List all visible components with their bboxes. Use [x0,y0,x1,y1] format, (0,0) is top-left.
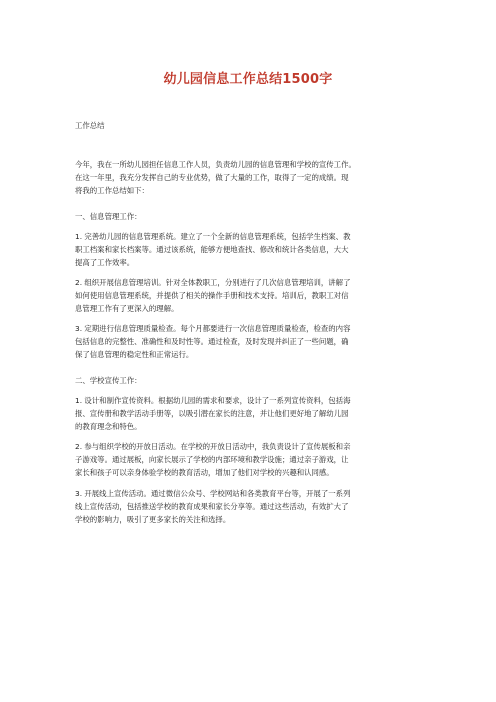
intro-line: 将我的工作总结如下： [75,186,149,195]
document-title: 幼儿园信息工作总结1500字 [163,72,333,87]
paragraph-line: 2. 组织开展信息管理培训。针对全体教职工，分别进行了几次信息管理培训，讲解了 [75,278,351,287]
section2-item-1 [75,394,425,433]
section-heading-text: 二、学校宣传工作： [75,376,142,385]
section1-item-1 [75,230,425,269]
paragraph-line: 报、宣传册和教学活动手册等，以吸引潜在家长的注意，并让他们更好地了解幼儿园 [75,409,349,418]
section2-item-2 [75,440,425,479]
section2-heading [75,374,425,387]
paragraph-line: 学校的影响力，吸引了更多家长的关注和选择。 [75,515,231,524]
paragraph-line: 保了信息管理的稳定性和正常运行。 [75,350,194,359]
paragraph-line: 如何使用信息管理系统，并提供了相关的操作手册和技术支持。培训后，教职工对信 [75,291,349,300]
paragraph-line: 子游戏等。通过展板，向家长展示了学校的内部环境和教学设施；通过亲子游戏，让 [75,455,349,464]
section1-item-3 [75,322,425,361]
paragraph-line: 3. 定期进行信息管理质量检查。每个月都要进行一次信息管理质量检查，检查的内容 [75,324,351,333]
section1-item-2 [75,276,425,315]
paragraph-line: 提高了工作效率。 [75,258,135,267]
paragraph-line: 1. 设计和制作宣传资料。根据幼儿园的需求和要求，设计了一系列宣传资料，包括海 [75,396,351,405]
section2-item-3 [75,487,425,526]
paragraph-line: 2. 参与组织学校的开放日活动。在学校的开放日活动中，我负责设计了宣传展板和亲 [75,442,351,451]
paragraph-line: 3. 开展线上宣传活动。通过微信公众号、学校网站和各类教育平台等，开展了一系列 [75,489,351,498]
section-heading-text: 一、信息管理工作： [75,212,142,221]
section1-heading [75,210,425,223]
subtitle [75,119,425,132]
paragraph-line: 线上宣传活动，包括推送学校的教育成果和家长分享等。通过这些活动，有效扩大了 [75,502,349,511]
subtitle-text: 工作总结 [75,121,105,130]
paragraph-line: 的教育理念和特色。 [75,422,142,431]
intro-line: 在这一年里，我充分发挥自己的专业优势，做了大量的工作，取得了一定的成绩。现 [75,173,349,182]
paragraph-line: 职工档案和家长档案等。通过该系统，能够方便地查找、修改和统计各类信息，大大 [75,245,349,254]
intro-line: 今年，我在一所幼儿园担任信息工作人员，负责幼儿园的信息管理和学校的宣传工作。 [75,160,356,169]
paragraph-line: 包括信息的完整性、准确性和及时性等。通过检查，及时发现并纠正了一些问题，确 [75,337,349,346]
paragraph-line: 息管理工作有了更深入的理解。 [75,304,179,313]
paragraph-line: 家长和孩子可以亲身体验学校的教育活动，增加了他们对学校的兴趣和认同感。 [75,468,334,477]
paragraph-line: 1. 完善幼儿园的信息管理系统。建立了一个全新的信息管理系统，包括学生档案、教 [75,232,351,241]
intro-paragraph [75,158,425,197]
